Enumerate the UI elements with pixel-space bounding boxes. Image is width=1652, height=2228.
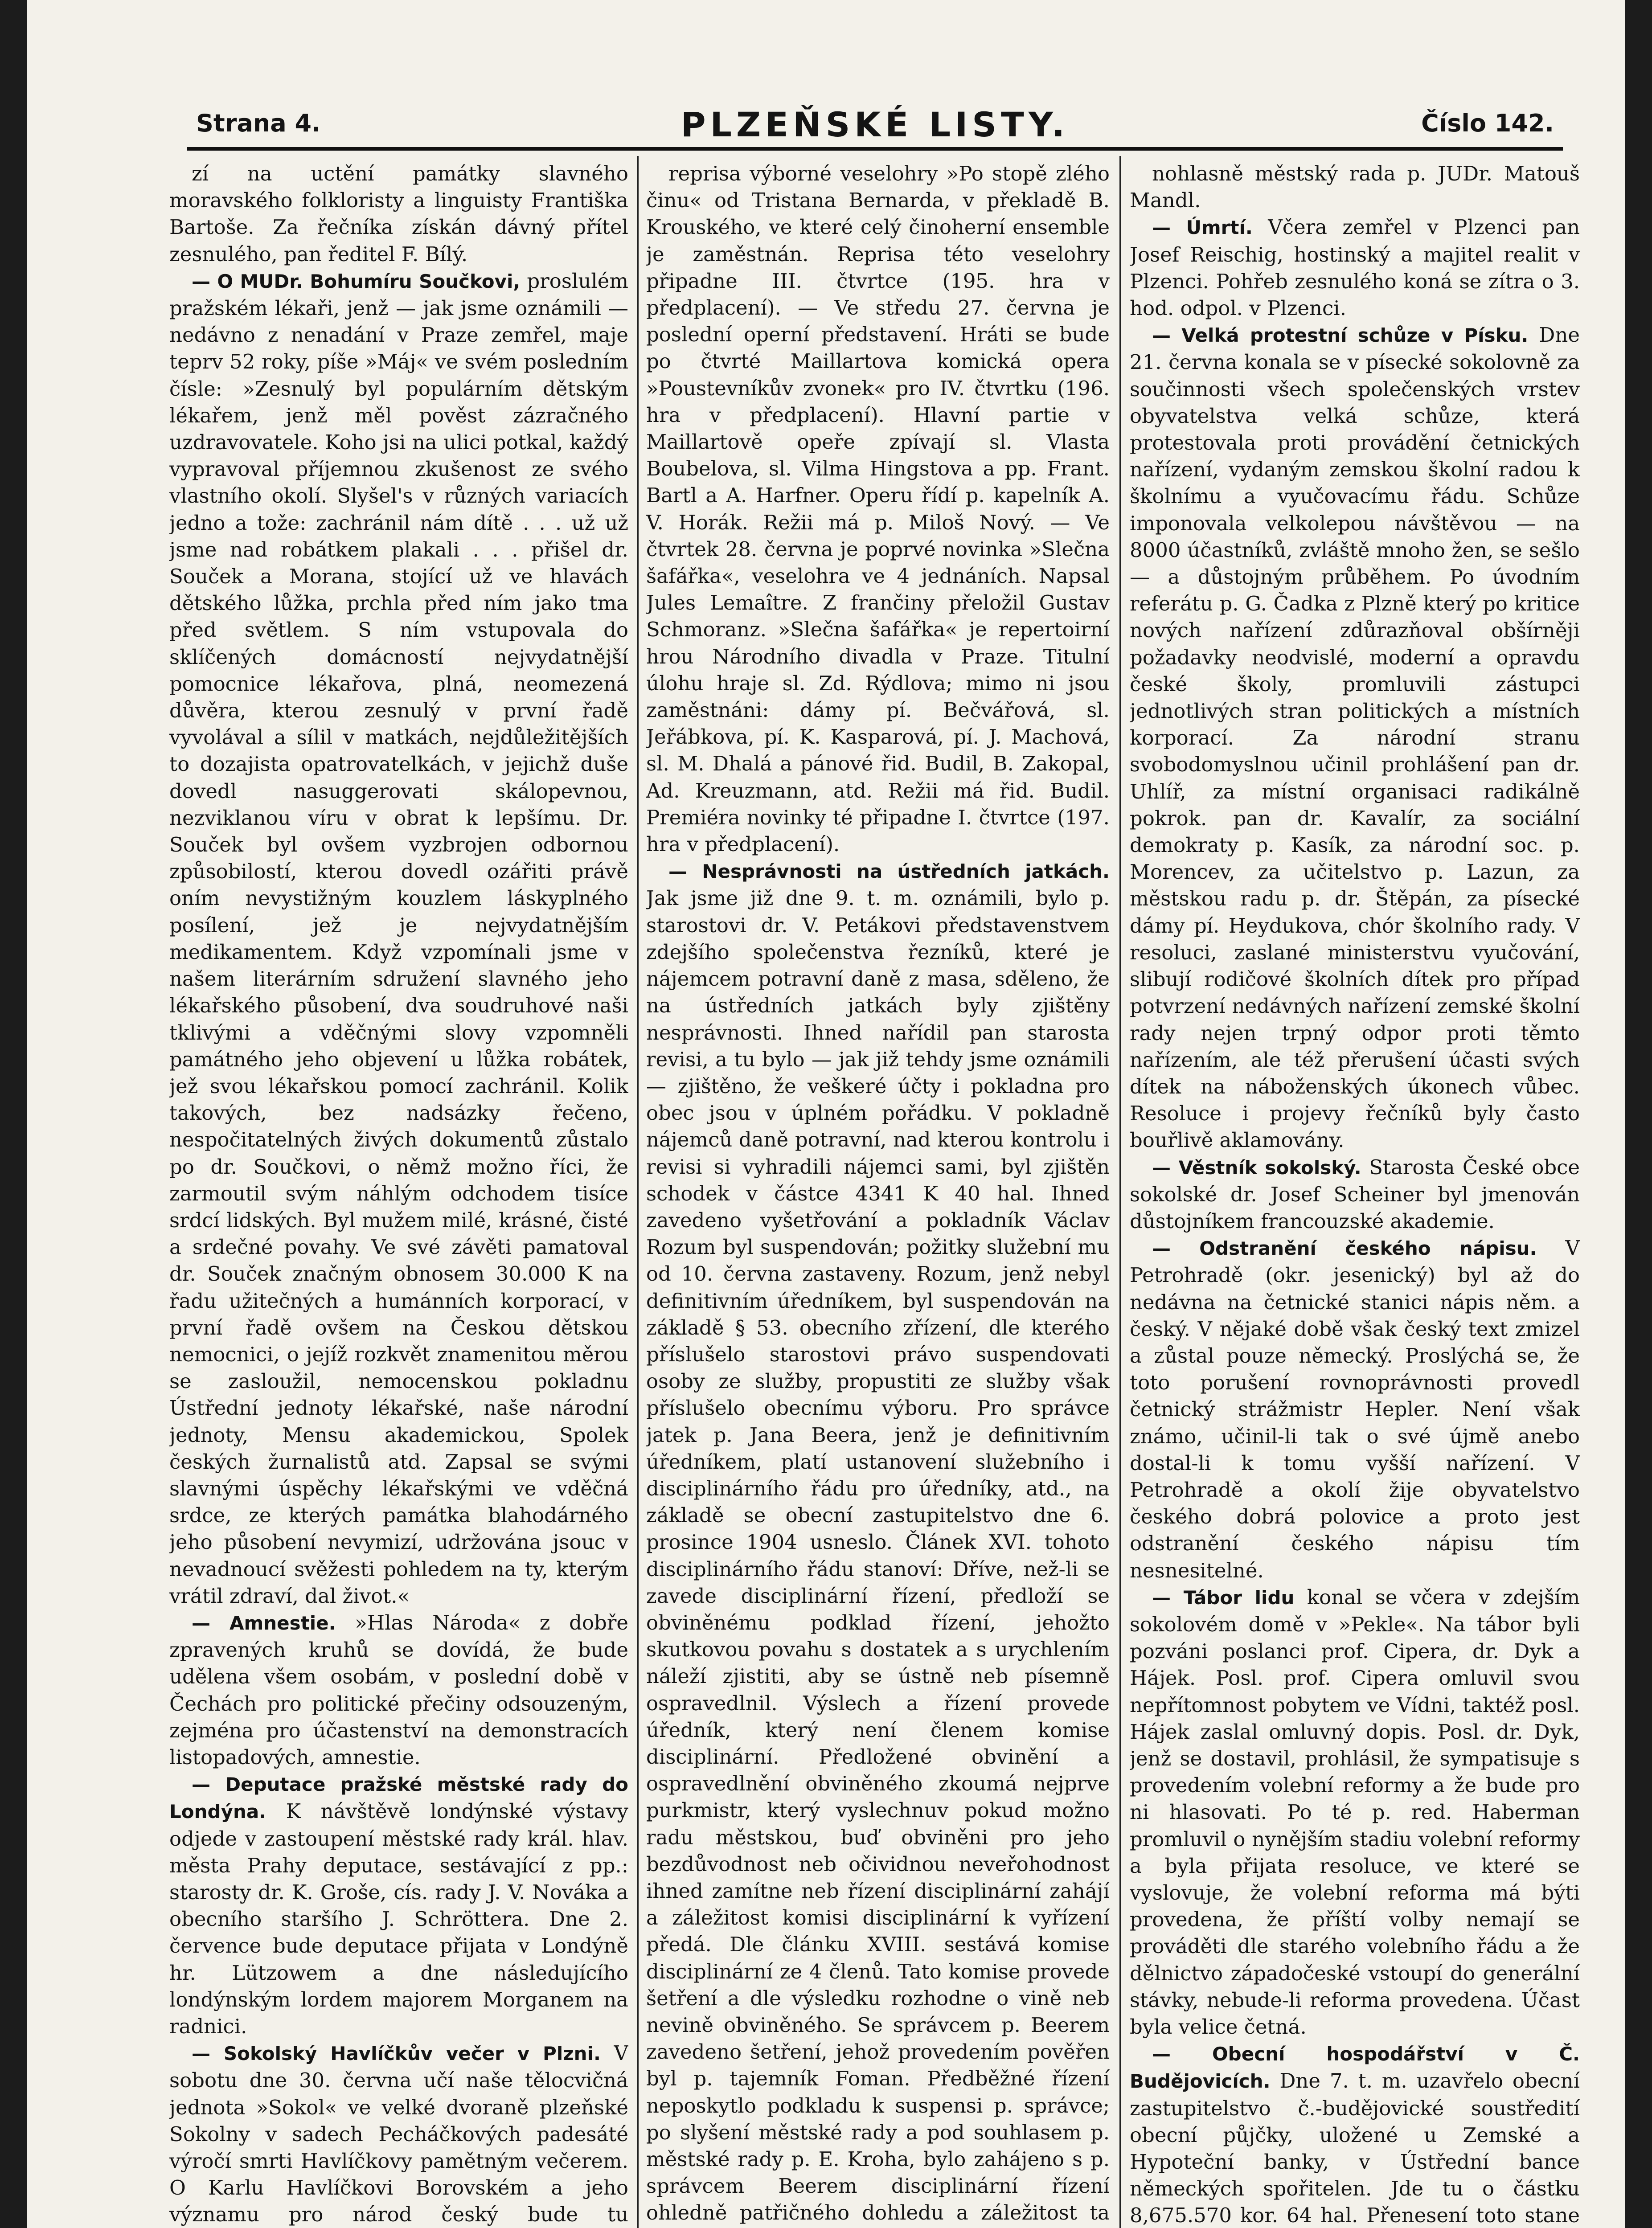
article-heading: — Amnestie. <box>192 1612 336 1634</box>
article-text: V Petrohradě (okr. jesenický) byl až do nedávna na četnické stanici nápis něm. a český. V nějaké době však český text zmizel a zůstal pouze německý. Proslýchá se, že toto porušení rovnoprávnosti provedl četnický strážmistr Hepler. Není však známo, učinil-li tak o své újmě anebo dostal-li k tomu vyšší nařízení. V Petrohradě a okolí žije obyvatelstvo českého dobrá polovice a proto jest odstranění českého nápisu tím nesnesitelné. <box>1130 1236 1580 1582</box>
article-text: Dne 21. června konala se v písecké sokolovně za součinnosti všech společenských vrstev obyvatelstva velká schůze, která protestovala proti provádění četnických nařízení, vydaným zemskou školní radou k školnímu a vyučovacímu řádu. Schůze imponovala velkolepou návštěvou — na 8000 účastníků, zvláště mnoho žen, se sešlo — a důstojným průběhem. Po úvodním referátu p. G. Čadka z Plzně který po kritice nových nařízení zdůrazňoval obšírněji požadavky neodvislé, moderní a opravdu české školy, promluvili zástupci jednotlivých stran politických a místních korporací. Za národní stranu svobodomyslnou učinil prohlášení pan dr. Uhlíř, za místní organisaci radikálně pokrok. pan dr. Kavalír, za sociální demokraty p. Kasík, za národní soc. p. Morencev, za učitelstvo p. Lazun, za městskou radu p. dr. Štěpán, za písecké dámy pí. Heydukova, chór školního rady. V resoluci, zaslané ministerstvu vyučování, slibují rodičové školních dítek pro případ potvrzení nedávných nařízení zemské školní rady nejen trpný odpor proti těmto nařízením, ale též přerušení účasti svých dítek na náboženských úkonech vůbec. Resoluce i projevy řečníků byly často bouřlivě aklamovány. <box>1130 323 1580 1152</box>
article-paragraph <box>169 1771 628 2040</box>
page-number: Strana 4. <box>196 109 321 137</box>
article-text: Včera zemřel v Plzenci pan Josef Reischig, hostinský a majitel realit v Plzenci. Pohřeb zesnulého koná se zítra o 3. hod. odpol. v Plzenci. <box>1130 215 1580 320</box>
article-heading: — Sokolský Havlíčkův večer v Plzni. <box>192 2043 601 2065</box>
article-heading: — Deputace pražské městské rady do Londýna. <box>169 1773 628 1823</box>
article-paragraph <box>646 160 1110 858</box>
masthead-title: PLZEŇSKÉ LISTY. <box>680 105 1070 144</box>
article-paragraph <box>1130 214 1580 322</box>
header-rule <box>187 147 1563 151</box>
article-paragraph <box>1130 160 1580 214</box>
column-1 <box>169 160 628 2228</box>
article-heading: — Odstranění českého nápisu. <box>1152 1237 1537 1260</box>
article-paragraph <box>169 1610 628 1771</box>
article-paragraph <box>1130 1235 1580 1584</box>
article-text: Starosta České obce sokolské dr. Josef Scheiner byl jmenován důstojníkem francouzské akademie. <box>1130 1155 1580 1233</box>
article-text: »Hlas Národa« z dobře zpravených kruhů se dovídá, že bude udělena všem osobám, v poslední době v Čechách pro politické přečiny odsouzeným, zejména pro účastenství na demonstracích listopadových, amnestie. <box>169 1610 628 1769</box>
article-paragraph <box>1130 322 1580 1154</box>
article-text: zí na uctění památky slavného moravského folkloristy a linguisty Františka Bartoše. Za řečníka získán dávný přítel zesnulého, pan ředitel F. Bílý. <box>169 162 628 266</box>
article-paragraph <box>646 858 1110 2228</box>
article-text: V sobotu dne 30. června učí naše tělocvičná jednota »Sokol« ve velké dvoraně plzeňské Sokolny v sadech Pecháčkových padesáté výročí smrti Havlíčkovy pamětným večerem. O Karlu Havlíčkovi Borovském a jeho významu pro národ český bude tu <box>169 2041 628 2227</box>
page-header <box>187 105 1563 145</box>
article-paragraph <box>169 160 628 268</box>
article-paragraph <box>1130 1154 1580 1235</box>
scan-border-right <box>1625 0 1652 2228</box>
article-text: reprisa výborné veselohry »Po stopě zlého činu« od Tristana Bernarda, v překladě B. Krouského, ve které celý činoherní ensemble je zaměstnán. Reprisa této veselohry připadne III. čtvrtce (195. hra v předplacení). — Ve středu 27. června je poslední operní představení. Hráti se bude po čtvrté Maillartova komická opera »Poustevníkův zvonek« pro IV. čtvrtku (196. hra v předplacení). Hlavní partie v Maillartově opeře zpívají sl. Vlasta Boubelova, sl. Vilma Hingstova a pp. Frant. Bartl a A. Harfner. Operu řídí p. kapelník A. V. Horák. Režii má p. Miloš Nový. — Ve čtvrtek 28. června je poprvé novinka »Slečna šafářka«, veselohra ve 4 jednáních. Napsal Jules Lemaître. Z frančiny přeložil Gustav Schmoranz. »Slečna šafářka« je repertoirní hrou Národního divadla v Praze. Titulní úlohu hraje sl. Zd. Rýdlova; mimo ni jsou zaměstnáni: dámy pí. Bečvářová, sl. Jeřábkova, pí. K. Kasparová, pí. J. Machová, sl. M. Dhalá a pánové řid. Budil, B. Zakopal, Ad. Kreuzmann, atd. Režii má řid. Budil. Premiéra novinky té připadne I. čtvrtce (197. hra v předplacení). <box>646 162 1110 856</box>
article-paragraph <box>1130 1584 1580 2040</box>
article-heading: — Úmrtí. <box>1152 217 1253 239</box>
column-divider <box>1119 156 1121 2228</box>
issue-number: Číslo 142. <box>1421 109 1554 137</box>
article-heading: — Obecní hospodářství v Č. Budějovicích. <box>1130 2043 1580 2093</box>
article-text: K návštěvě londýnské výstavy odjede v zastoupení městské rady král. hlav. města Prahy deputace, sestávající z pp.: starosty dr. K. Groše, cís. rady J. V. Nováka a obecního staršího J. Schröttera. Dne 2. července bude deputace přijata v Londýně hr. Lützowem a dne následujícího londýnským lordem majorem Morganem na radnici. <box>169 1799 628 2039</box>
article-heading: — Tábor lidu <box>1152 1586 1295 1609</box>
column-3 <box>1130 160 1580 2228</box>
article-text: nohlasně městský rada p. JUDr. Matouš Mandl. <box>1130 162 1580 213</box>
article-heading: — O MUDr. Bohumíru Součkovi, <box>192 270 521 292</box>
article-paragraph <box>1130 2040 1580 2228</box>
article-text: Jak jsme již dne 9. t. m. oznámili, bylo p. starostovi dr. V. Petákovi představenstvem zdejšího společenstva řezníků, které je nájemcem potravní daně z masa, sděleno, že na ústředních jatkách byly zjištěny nesprávnosti. Ihned nařídil pan starosta revisi, a tu bylo — jak již tehdy jsme oznámili — zjištěno, že veškeré účty i pokladna pro obec jsou v úplném pořádku. V pokladně nájemců daně potravní, nad kterou kontrolu i revisi si vyhradili nájemci sami, byl zjištěn schodek v částce 4341 K 40 hal. Ihned zavedeno vyšetřování a pokladník Václav Rozum byl suspendován; požitky služební mu od 10. června zastaveny. Rozum, jenž nebyl definitivním úředníkem, byl suspendován na základě § 53. obecního zřízení, dle kterého příslušelo starostovi právo suspendovati osoby ze služby, propustiti ze služby však příslušelo obecnímu výboru. Pro správce jatek p. Jana Beera, jenž je definitivním úředníkem, platí ustanovení služebního i disciplinárního řádu pro úředníky, atd., na základě se obecní zastupitelstvo dne 6. prosince 1904 usneslo. Článek XVI. tohoto disciplinárního řádu stanoví: Dříve, než-li se zavede disciplinární řízení, předloží se obviněnému podklad řízení, jehožto skutkovou povahu s dostatek a s urychlením náleží zjistiti, aby se ústně neb písemně ospravedlnil. Výslech a řízení provede úředník, který není členem komise disciplinární. Předložené obvinění a ospravedlnění obviněného zkoumá nejprve purkmistr, který vyslechnuv pokud možno radu městskou, buď obviněni pro jeho bezdůvodnost neb očividnou neveřohodnost ihned zamítne neb řízení disciplinární zahájí a záležitost komisi disciplinární k vyřízení předá. Dle článku XVIII. sestává komise disciplinární ze 4 členů. Tato komise provede šetření a dle výsledku rozhodne o vině neb nevině obviněného. Se správcem p. Beerem zavedeno šetření, jehož provedením pověřen byl p. tajemník Foman. Předběžné řízení neposkytlo podkladu k suspensi p. správce; po slyšení městské rady a pod souhlasem p. městské rady p. E. Kroha, bylo zahájeno s p. správcem Beerem disciplinární řízení ohledně patřičného dohledu a záležitost ta <box>646 886 1110 2225</box>
scan-border-left <box>0 0 27 2228</box>
article-heading: — Velká protestní schůze v Písku. <box>1152 324 1529 347</box>
article-text: konal se včera v zdejším sokolovém domě v »Pekle«. Na tábor byli pozváni poslanci prof. Cipera, dr. Dyk a Hájek. Posl. prof. Cipera omluvil svou nepřítomnost pobytem ve Vídni, taktéž posl. Hájek zaslal omluvný dopis. Posl. dr. Dyk, jenž se dostavil, prohlásil, že sympatisuje s provedením volební reformy a že bude pro ni hlasovati. Po té p. red. Haberman promluvil o nynějším stadiu volební reformy a byla přijata resoluce, ve které se vyslovuje, že volební reforma má býti provedena, že příští volby nemají se prováděti dle starého volebního řádu a že dělnictvo západočeské vstoupí do generální stávky, nebude-li reforma provedena. Účast byla velice četná. <box>1130 1585 1580 2039</box>
article-heading: — Nesprávnosti na ústředních jatkách. <box>668 860 1110 883</box>
column-2 <box>646 160 1110 2228</box>
article-paragraph <box>169 2040 628 2228</box>
article-heading: — Věstník sokolský. <box>1152 1156 1361 1179</box>
article-text: proslulém pražském lékaři, jenž — jak jsme oznámili — nedávno z nenadání v Praze zemřel, maje teprv 52 roky, píše »Máj« ve svém posledním čísle: »Zesnulý byl populárním dětským lékařem, jenž měl pověst zázračného uzdravovatele. Koho jsi na ulici potkal, každý vypravoval příjemnou zkušenost ze svého vlastního okolí. Slyšel's v různých variacích jedno a tože: zachránil nám dítě . . . už už jsme nad robátkem plakali . . . přišel dr. Souček a Morana, stojící už ve hlavách dětského lůžka, prchla před ním jako tma před světlem. S ním vstupovala do sklíčených domácností nejvydatnější pomocnice lékařova, plná, neomezená důvěra, kterou zesnulý v první řadě vyvolával a sílil v matkách, nejdůležitějších to dozajista opatrovatelkách, v jejichž duše dovedl nasuggerovati skálopevnou, nezviklanou víru v obrat k lepšímu. Dr. Souček byl ovšem vyzbrojen odbornou způsobilostí, kterou dovedl ozářiti právě oním nevystižným kouzlem láskyplného posílení, jež je nejvydatnějším medikamentem. Když vzpomínali jsme v našem literárním sdružení slavného jeho lékařského působení, dva soudruhové naši tklivými a vděčnými slovy vzpomněli památného jeho objevení u lůžka robátek, jež svou lékařskou pomocí zachránil. Kolik takových, bez nadsázky řečeno, nespočitatelných živých dokumentů zůstalo po dr. Součkovi, o němž možno říci, že zarmoutil svým náhlým odchodem tisíce srdcí lidských. Byl mužem milé, krásné, čisté a srdečné povahy. Ve své závěti pamatoval dr. Souček značným obnosem 30.000 K na řadu užitečných a humánních korporací, v první řadě ovšem na Českou dětskou nemocnici, o jejíž rozkvět znamenitou měrou se zasloužil, nemocenskou pokladnu Ústřední jednoty lékařské, naše národní jednoty, Mensu akademickou, Spolek českých žurnalistů atd. Zapsal se svými slavnými úspěchy lékařskými ve vděčná srdce, ze kterých památka blahodárného jeho působení nevymizí, udržována jsouc v nevadnoucí svěžesti pohledem na ty, kterým vrátil zdraví, dal život.« <box>169 269 628 1608</box>
article-paragraph <box>169 268 628 1610</box>
article-text: Dne 7. t. m. uzavřelo obecní zastupitelstvo č.-budějovické soustředití obecní půjčky, uložené u Zemské a Hypoteční banky, v Ústřední bance německých spořitelen. Jde tu o částku 8,675.570 kor. 64 hal. Přenesení toto stane <box>1130 2069 1580 2228</box>
column-divider <box>637 156 639 2228</box>
